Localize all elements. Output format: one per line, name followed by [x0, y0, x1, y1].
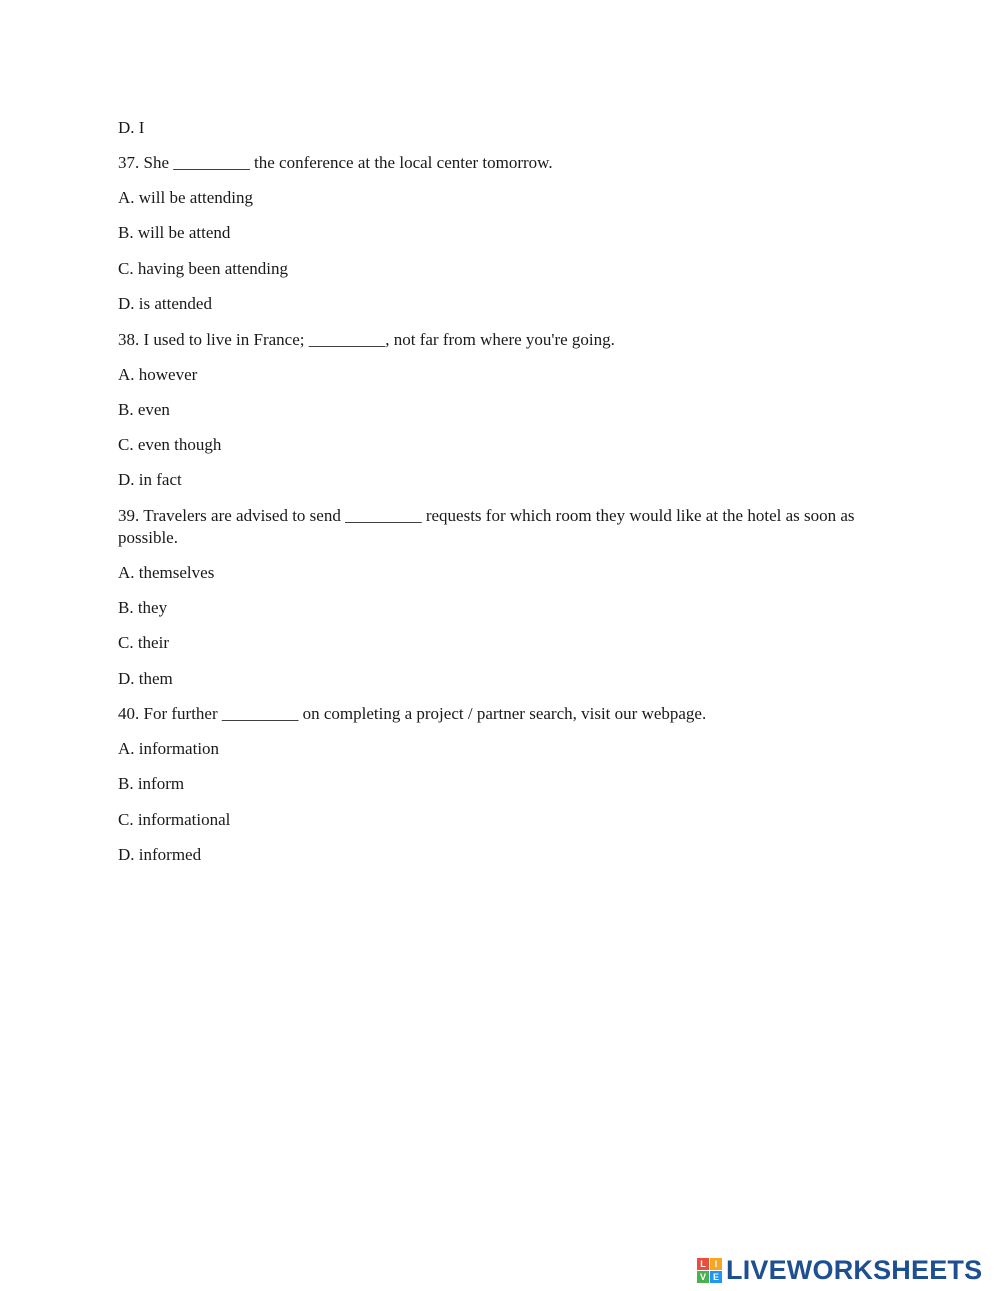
option-39-d: D. them [118, 669, 173, 688]
logo-tile: L [697, 1258, 709, 1270]
option-37-c: C. having been attending [118, 259, 288, 278]
logo-tile: V [697, 1271, 709, 1283]
option-39-b: B. they [118, 598, 168, 617]
option-37-b: B. will be attend [118, 223, 231, 242]
option-39-c: C. their [118, 633, 169, 652]
question-38: 38. I used to live in France; _________, not far from where you're going. [118, 330, 615, 349]
option-38-b: B. even [118, 400, 170, 419]
option-40-d: D. informed [118, 845, 202, 864]
logo-tile: I [710, 1258, 722, 1270]
question-40: 40. For further _________ on completing a project / partner search, visit our webpage. [118, 704, 707, 723]
option-37-a: A. will be attending [118, 188, 254, 207]
liveworksheets-logo [697, 1256, 982, 1284]
question-39: 39. Travelers are advised to send _________ requests for which room they would like at the hotel as soon as possible. [118, 506, 855, 547]
logo-tiles-icon [697, 1258, 722, 1283]
logo-tile: E [710, 1271, 722, 1283]
option-39-a: A. themselves [118, 563, 215, 582]
option-40-a: A. information [118, 739, 220, 758]
option-36-d: D. I [118, 118, 145, 137]
option-38-c: C. even though [118, 435, 222, 454]
option-37-d: D. is attended [118, 294, 212, 313]
option-38-d: D. in fact [118, 470, 182, 489]
option-40-b: B. inform [118, 774, 185, 793]
option-38-a: A. however [118, 365, 198, 384]
logo-wordmark: LIVEWORKSHEETS [726, 1255, 983, 1285]
option-40-c: C. informational [118, 810, 231, 829]
question-37: 37. She _________ the conference at the local center tomorrow. [118, 153, 553, 172]
